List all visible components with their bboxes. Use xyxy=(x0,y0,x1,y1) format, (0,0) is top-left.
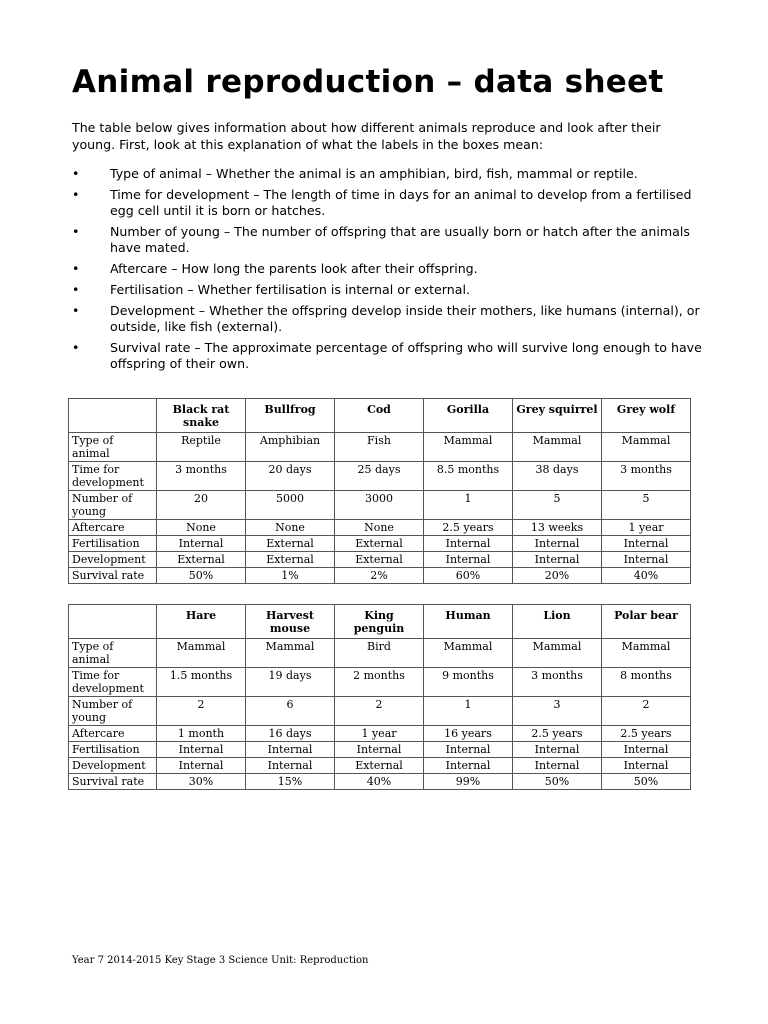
table-cell: 20 days xyxy=(246,462,335,491)
table-cell: Internal xyxy=(513,552,602,568)
column-header: Black rat snake xyxy=(157,399,246,433)
table-cell: 5 xyxy=(602,491,691,520)
table-cell: Mammal xyxy=(513,639,602,668)
table-row xyxy=(69,668,691,697)
column-header: Human xyxy=(424,605,513,639)
table-cell: Mammal xyxy=(424,639,513,668)
table-cell: Internal xyxy=(602,758,691,774)
table-cell: 3 months xyxy=(602,462,691,491)
table-cell: Mammal xyxy=(424,433,513,462)
table-cell: 2 xyxy=(602,697,691,726)
table-cell: 15% xyxy=(246,774,335,790)
table-cell: External xyxy=(246,552,335,568)
list-item xyxy=(72,224,702,256)
table-cell: 1 year xyxy=(602,520,691,536)
table-cell: 9 months xyxy=(424,668,513,697)
table-cell: None xyxy=(246,520,335,536)
table-row xyxy=(69,433,691,462)
table-cell: 5 xyxy=(513,491,602,520)
bullet-icon: • xyxy=(72,261,80,276)
bullet-icon: • xyxy=(72,340,80,355)
table-cell: 1 xyxy=(424,697,513,726)
page-footer: Year 7 2014-2015 Key Stage 3 Science Unit: Reproduction xyxy=(72,955,369,966)
row-label: Time for development xyxy=(69,462,157,491)
table-cell: Internal xyxy=(424,536,513,552)
table-cell: External xyxy=(335,552,424,568)
table-row xyxy=(69,639,691,668)
table-header-row xyxy=(69,399,691,433)
table-row xyxy=(69,520,691,536)
bullet-icon: • xyxy=(72,282,80,297)
table-cell: Internal xyxy=(602,552,691,568)
table-row xyxy=(69,552,691,568)
table-cell: Internal xyxy=(424,552,513,568)
table-cell: External xyxy=(157,552,246,568)
table-cell: 16 days xyxy=(246,726,335,742)
table-cell: None xyxy=(335,520,424,536)
column-header: Harvest mouse xyxy=(246,605,335,639)
column-header: Grey wolf xyxy=(602,399,691,433)
row-label: Survival rate xyxy=(69,774,157,790)
row-label: Number of young xyxy=(69,697,157,726)
table-cell: Internal xyxy=(246,742,335,758)
column-header: Lion xyxy=(513,605,602,639)
table-cell: 6 xyxy=(246,697,335,726)
table-cell: 2.5 years xyxy=(602,726,691,742)
row-label: Time for development xyxy=(69,668,157,697)
table-row xyxy=(69,568,691,584)
column-header: Bullfrog xyxy=(246,399,335,433)
table-cell: Internal xyxy=(602,536,691,552)
table-header-row xyxy=(69,605,691,639)
row-label: Development xyxy=(69,552,157,568)
bullet-text: Time for development – The length of time in days for an animal to develop from a fertilised egg cell until it is born or hatches. xyxy=(110,187,692,218)
bullet-icon: • xyxy=(72,224,80,239)
table-cell: 2 xyxy=(157,697,246,726)
table-cell: 2% xyxy=(335,568,424,584)
table-cell: 20% xyxy=(513,568,602,584)
list-item xyxy=(72,261,702,277)
table-cell: 8 months xyxy=(602,668,691,697)
table-cell: 1 xyxy=(424,491,513,520)
table-row xyxy=(69,758,691,774)
table-cell: 3 xyxy=(513,697,602,726)
row-label: Type of animal xyxy=(69,433,157,462)
table-cell: Internal xyxy=(513,742,602,758)
list-item xyxy=(72,303,702,335)
table-cell: Internal xyxy=(602,742,691,758)
table-cell: Internal xyxy=(157,758,246,774)
table-cell: Mammal xyxy=(602,639,691,668)
table-cell: Internal xyxy=(157,742,246,758)
table-cell: 50% xyxy=(602,774,691,790)
bullet-text: Fertilisation – Whether fertilisation is internal or external. xyxy=(110,282,470,297)
animal-data-table-2 xyxy=(68,604,691,790)
table-row xyxy=(69,536,691,552)
table-cell: Internal xyxy=(246,758,335,774)
table-cell: 38 days xyxy=(513,462,602,491)
table-cell: Internal xyxy=(157,536,246,552)
table-cell: 40% xyxy=(602,568,691,584)
bullet-icon: • xyxy=(72,187,80,202)
table-cell: Internal xyxy=(335,742,424,758)
table-cell: External xyxy=(335,536,424,552)
column-header: Polar bear xyxy=(602,605,691,639)
table-cell: 40% xyxy=(335,774,424,790)
table-cell: 8.5 months xyxy=(424,462,513,491)
row-label: Development xyxy=(69,758,157,774)
bullet-icon: • xyxy=(72,303,80,318)
table-cell: 99% xyxy=(424,774,513,790)
table-cell: Internal xyxy=(513,536,602,552)
table-cell: 3 months xyxy=(513,668,602,697)
table-row xyxy=(69,774,691,790)
column-header: Grey squirrel xyxy=(513,399,602,433)
table-row xyxy=(69,742,691,758)
table-cell: Internal xyxy=(424,742,513,758)
bullet-text: Survival rate – The approximate percentage of offspring who will survive long enough to have offspring of their own. xyxy=(110,340,702,371)
row-label: Aftercare xyxy=(69,520,157,536)
bullet-text: Development – Whether the offspring develop inside their mothers, like humans (internal), or outside, like fish (external). xyxy=(110,303,700,334)
table-cell: 50% xyxy=(513,774,602,790)
table-cell: 1% xyxy=(246,568,335,584)
table-cell: 19 days xyxy=(246,668,335,697)
table-cell: 2.5 years xyxy=(513,726,602,742)
table-cell: None xyxy=(157,520,246,536)
bullet-text: Number of young – The number of offspring that are usually born or hatch after the animals have mated. xyxy=(110,224,690,255)
list-item xyxy=(72,187,702,219)
table-cell: Mammal xyxy=(157,639,246,668)
table-cell: 1 month xyxy=(157,726,246,742)
table-cell: 3 months xyxy=(157,462,246,491)
table-cell: 2.5 years xyxy=(424,520,513,536)
table-cell: 2 xyxy=(335,697,424,726)
table-cell: 60% xyxy=(424,568,513,584)
table-cell: 25 days xyxy=(335,462,424,491)
table-cell: Internal xyxy=(424,758,513,774)
table-cell: 1 year xyxy=(335,726,424,742)
label-explanation-list xyxy=(72,166,702,377)
list-item xyxy=(72,340,702,372)
table-row xyxy=(69,697,691,726)
table-cell: Amphibian xyxy=(246,433,335,462)
table-cell: Fish xyxy=(335,433,424,462)
table-cell: External xyxy=(246,536,335,552)
column-header: Gorilla xyxy=(424,399,513,433)
bullet-text: Aftercare – How long the parents look after their offspring. xyxy=(110,261,478,276)
row-label: Fertilisation xyxy=(69,742,157,758)
table-corner-cell xyxy=(69,399,157,433)
table-cell: Mammal xyxy=(602,433,691,462)
table-cell: 16 years xyxy=(424,726,513,742)
row-label: Aftercare xyxy=(69,726,157,742)
table-cell: External xyxy=(335,758,424,774)
list-item xyxy=(72,282,702,298)
table-cell: Internal xyxy=(513,758,602,774)
intro-paragraph: The table below gives information about how different animals reproduce and look after their young. First, look at this explanation of what the labels in the boxes mean: xyxy=(72,120,661,152)
table-cell: 30% xyxy=(157,774,246,790)
table-cell: 5000 xyxy=(246,491,335,520)
table-cell: 20 xyxy=(157,491,246,520)
table-row xyxy=(69,491,691,520)
table-cell: Mammal xyxy=(246,639,335,668)
table-cell: 13 weeks xyxy=(513,520,602,536)
table-row xyxy=(69,462,691,491)
row-label: Number of young xyxy=(69,491,157,520)
bullet-text: Type of animal – Whether the animal is an amphibian, bird, fish, mammal or reptile. xyxy=(110,166,638,181)
list-item xyxy=(72,166,702,182)
table-cell: 3000 xyxy=(335,491,424,520)
table-row xyxy=(69,726,691,742)
animal-data-table-1 xyxy=(68,398,691,584)
column-header: Cod xyxy=(335,399,424,433)
row-label: Survival rate xyxy=(69,568,157,584)
table-cell: 1.5 months xyxy=(157,668,246,697)
page-title: Animal reproduction – data sheet xyxy=(72,64,664,100)
table-corner-cell xyxy=(69,605,157,639)
table-cell: Bird xyxy=(335,639,424,668)
row-label: Fertilisation xyxy=(69,536,157,552)
row-label: Type of animal xyxy=(69,639,157,668)
column-header: Hare xyxy=(157,605,246,639)
table-cell: 2 months xyxy=(335,668,424,697)
table-cell: Reptile xyxy=(157,433,246,462)
table-cell: Mammal xyxy=(513,433,602,462)
column-header: King penguin xyxy=(335,605,424,639)
bullet-icon: • xyxy=(72,166,80,181)
table-cell: 50% xyxy=(157,568,246,584)
